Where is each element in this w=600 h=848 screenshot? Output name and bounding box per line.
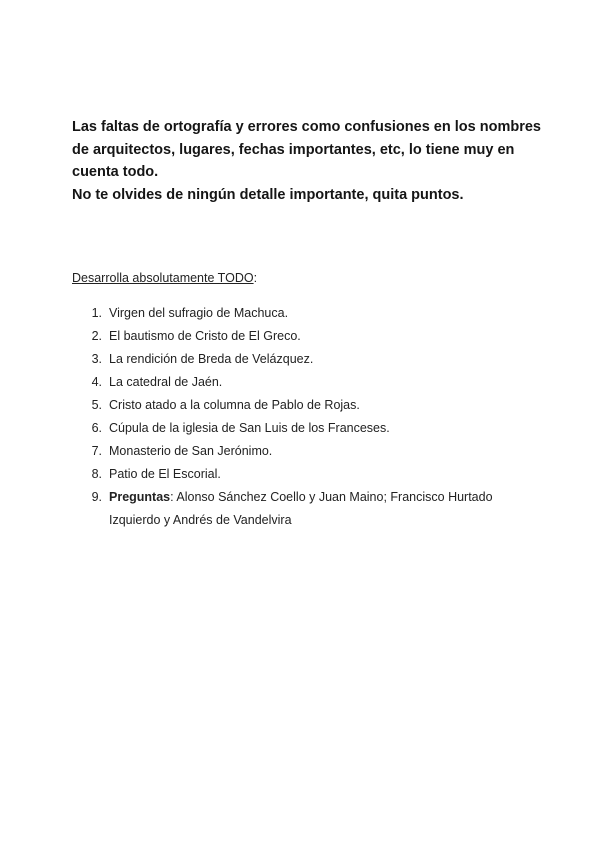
task-number: 4.	[91, 375, 102, 389]
task-item	[72, 417, 542, 440]
task-item	[72, 440, 542, 463]
task-item-questions	[72, 486, 542, 532]
task-number: 3.	[91, 352, 102, 366]
task-item	[72, 348, 542, 371]
task-text: Virgen del sufragio de Machuca.	[109, 306, 289, 320]
task-list	[72, 302, 542, 532]
task-text: La rendición de Breda de Velázquez.	[109, 352, 314, 366]
section-heading-label: Desarrolla absolutamente TODO	[72, 271, 254, 285]
task-text: El bautismo de Cristo de El Greco.	[109, 329, 301, 343]
task-number: 2.	[91, 329, 102, 343]
notice-block	[72, 116, 545, 206]
task-bold-label: Preguntas	[109, 490, 171, 504]
task-number: 7.	[91, 444, 102, 458]
task-number: 8.	[91, 467, 102, 481]
section-heading	[72, 270, 257, 286]
task-text: Cristo atado a la columna de Pablo de Rojas.	[109, 398, 360, 412]
notice-line-details: No te olvides de ningún detalle importante, quita puntos.	[72, 186, 464, 203]
task-text: Monasterio de San Jerónimo.	[109, 444, 273, 458]
task-number: 5.	[91, 398, 102, 412]
task-item	[72, 394, 542, 417]
task-number: 6.	[91, 421, 102, 435]
task-item	[72, 325, 542, 348]
task-number: 1.	[91, 306, 102, 320]
task-number: 9.	[91, 490, 102, 504]
task-item	[72, 302, 542, 325]
task-text: La catedral de Jaén.	[109, 375, 223, 389]
task-item	[72, 371, 542, 394]
task-item	[72, 463, 542, 486]
task-text: : Alonso Sánchez Coello y Juan Maino; Francisco Hurtado Izquierdo y Andrés de Vandelvira	[109, 490, 493, 527]
task-text: Cúpula de la iglesia de San Luis de los Franceses.	[109, 421, 390, 435]
notice-line-spelling: Las faltas de ortografía y errores como confusiones en los nombres de arquitectos, lugares, fechas importantes, etc, lo tiene muy en cuenta todo.	[72, 119, 545, 180]
section-heading-suffix: :	[253, 271, 258, 285]
task-text: Patio de El Escorial.	[109, 467, 221, 481]
